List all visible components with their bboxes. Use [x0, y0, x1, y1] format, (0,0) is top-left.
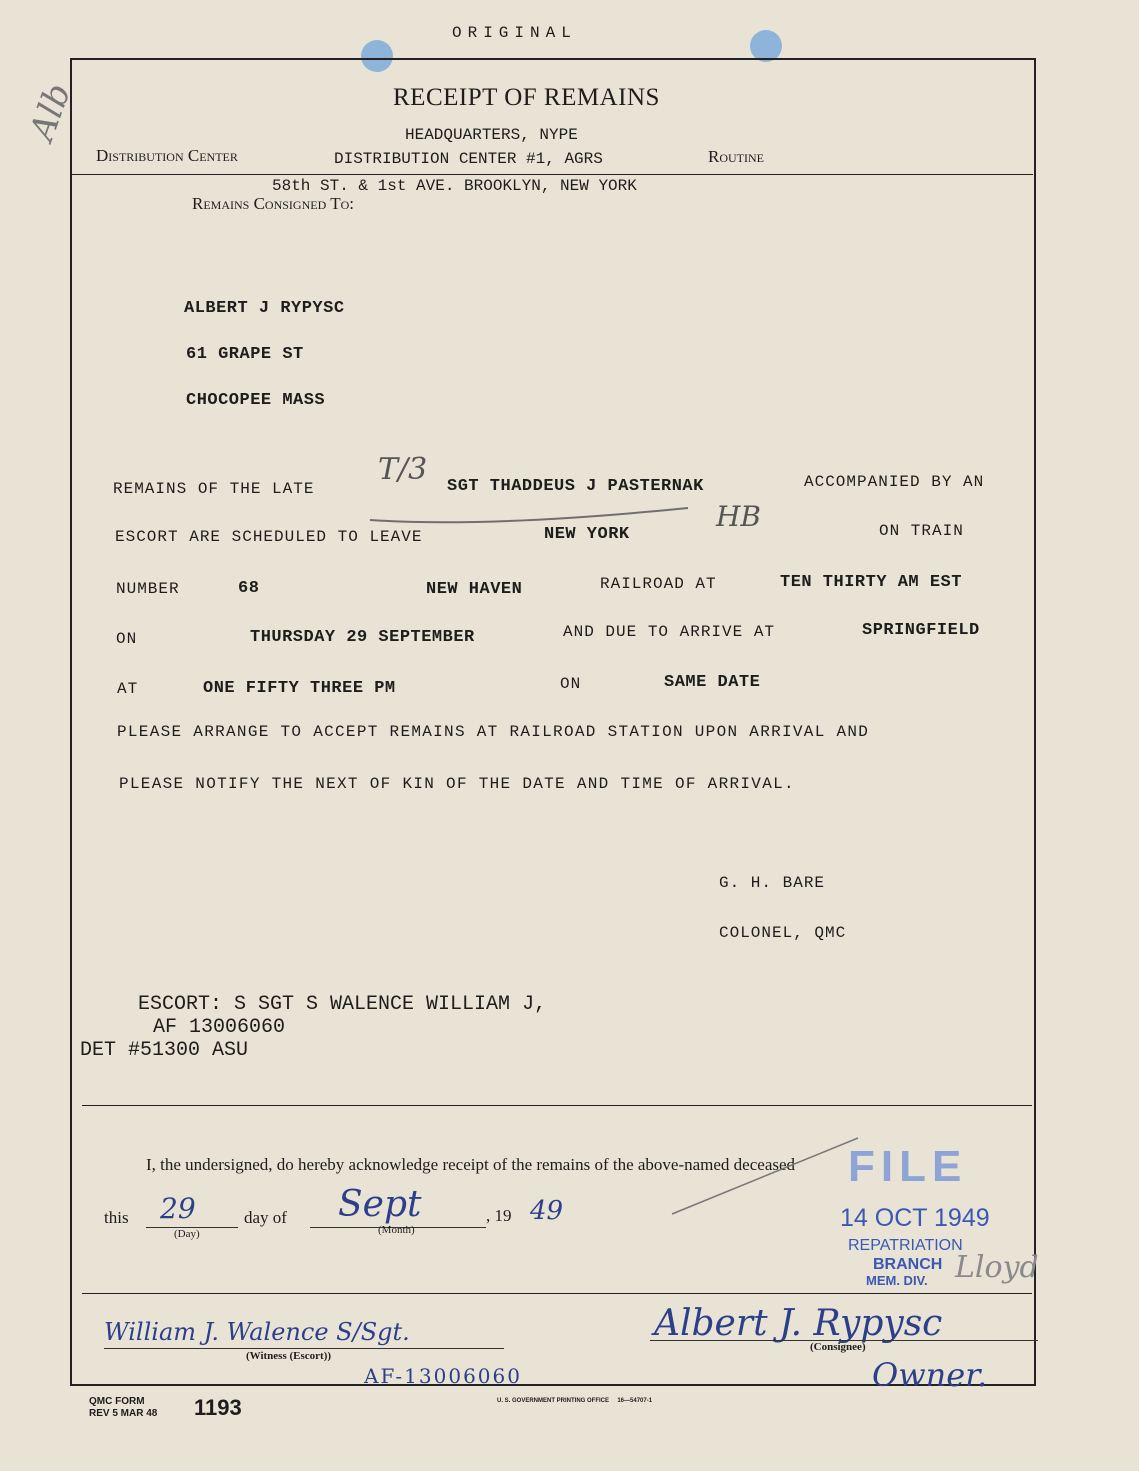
header-rule [71, 174, 1033, 175]
form-title: RECEIPT OF REMAINS [393, 84, 660, 111]
departure-city: NEW YORK [544, 525, 630, 544]
consignee-street: 61 GRAPE ST [186, 345, 304, 364]
body-line1-label: REMAINS OF THE LATE [113, 480, 315, 498]
arrival-time: ONE FIFTY THREE PM [203, 679, 396, 698]
body-line2-tail: ON TRAIN [879, 522, 964, 540]
railroad-name: NEW HAVEN [426, 580, 523, 599]
day-of-label: day of [244, 1208, 287, 1227]
consignee-name: ALBERT J RYPYSC [184, 299, 345, 318]
body-line1-tail: ACCOMPANIED BY AN [804, 473, 985, 491]
body-line4-mid: AND DUE TO ARRIVE AT [563, 623, 776, 641]
instruction-line2: PLEASE NOTIFY THE NEXT OF KIN OF THE DATE AND TIME OF ARRIVAL. [119, 775, 795, 793]
initials-handwritten: HB [716, 500, 761, 533]
body-line3-mid: RAILROAD AT [600, 575, 717, 593]
body-line4-label: ON [116, 630, 138, 648]
margin-initials: Alb [22, 78, 80, 146]
form-number: 1193 [194, 1395, 242, 1420]
body-line3-label: NUMBER [116, 580, 180, 598]
file-stamp: FILE [848, 1142, 968, 1191]
original-label: ORIGINAL [452, 24, 577, 42]
body-line5-mid: ON [560, 675, 582, 693]
instruction-line1: PLEASE ARRANGE TO ACCEPT REMAINS AT RAILROAD STATION UPON ARRIVAL AND [117, 723, 870, 741]
departure-date: THURSDAY 29 SEPTEMBER [250, 628, 475, 647]
signatory-rank: COLONEL, QMC [719, 924, 847, 942]
form-id-line2: REV 5 MAR 48 [89, 1408, 158, 1419]
pencil-slash [668, 1132, 868, 1222]
pencil-stroke [368, 500, 698, 530]
escort-line1: ESCORT: S SGT S WALENCE WILLIAM J, [138, 993, 547, 1016]
owner-annotation: Owner. [872, 1356, 988, 1394]
escort-line3: DET #51300 ASU [80, 1039, 249, 1062]
witness-caption: (Witness (Escort)) [246, 1350, 332, 1362]
headquarters-line: HEADQUARTERS, NYPE [405, 126, 578, 144]
train-number: 68 [238, 579, 260, 598]
arrival-date: SAME DATE [664, 673, 761, 692]
this-label: this [104, 1208, 129, 1227]
signatory-name: G. H. BARE [719, 874, 826, 892]
deceased-name: SGT THADDEUS J PASTERNAK [447, 477, 704, 496]
day-value: 29 [160, 1192, 196, 1225]
routine-label: Routine [708, 147, 764, 166]
address-line: 58th ST. & 1st AVE. BROOKLYN, NEW YORK [272, 177, 637, 195]
distribution-center-label: Distribution Center [96, 146, 238, 165]
month-caption: (Month) [378, 1224, 415, 1236]
consignee-city: CHOCOPEE MASS [186, 391, 326, 410]
destination: SPRINGFIELD [862, 621, 980, 640]
consignee-caption: (Consignee) [810, 1341, 866, 1353]
departure-time: TEN THIRTY AM EST [780, 573, 962, 592]
day-caption: (Day) [174, 1228, 200, 1240]
rank-handwritten: T/3 [378, 452, 428, 487]
year-value: 49 [530, 1196, 564, 1226]
witness-signature: William J. Walence S/Sgt. [104, 1318, 410, 1346]
printer-line: U. S. GOVERNMENT PRINTING OFFICE 16—54707-1 [497, 1398, 653, 1404]
body-line2-label: ESCORT ARE SCHEDULED TO LEAVE [115, 528, 423, 546]
month-value: Sept [338, 1184, 422, 1225]
center-line: DISTRIBUTION CENTER #1, AGRS [334, 150, 603, 168]
witness-underline [104, 1348, 504, 1349]
stamp-repatriation: REPATRIATION [848, 1237, 963, 1254]
body-line5-label: AT [117, 680, 139, 698]
consignee-signature: Albert J. Rypysc [654, 1303, 943, 1344]
form-id-line1: QMC FORM [89, 1396, 145, 1407]
stamp-branch: BRANCH [873, 1256, 943, 1273]
year-prefix: , 19 [486, 1206, 512, 1225]
receipt-statement: I, the undersigned, do hereby acknowledge receipt of the remains of the above-named deceased [146, 1155, 796, 1174]
stamp-date: 14 OCT 1949 [840, 1204, 990, 1232]
stamp-division: MEM. DIV. [866, 1273, 928, 1288]
stamp-initials: Lloyd [955, 1250, 1039, 1285]
witness-id: AF-13006060 [364, 1364, 522, 1388]
receipt-divider [82, 1105, 1032, 1106]
signature-divider [82, 1293, 1032, 1294]
escort-line2: AF 13006060 [153, 1016, 286, 1039]
consigned-to-label: Remains Consigned To: [192, 194, 354, 213]
